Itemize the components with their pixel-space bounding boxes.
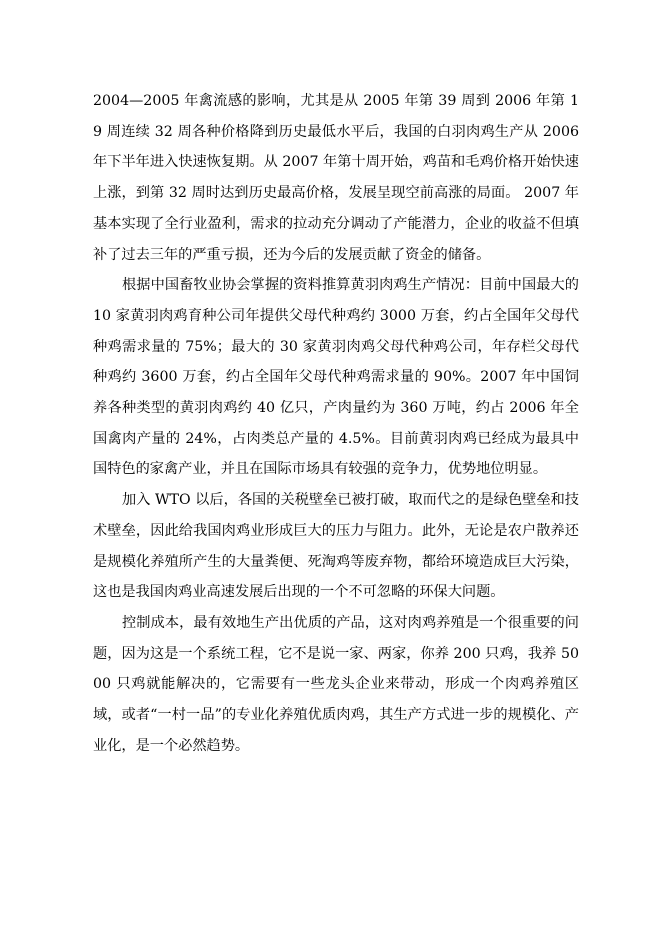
paragraph-cost-control: 控制成本，最有效地生产出优质的产品，这对肉鸡养殖是一个很重要的问题，因为这是一个系统工程，它不是说一家、两家，你养 200 只鸡，我养 5000 只鸡就能解决的，它需要有一些龙头企业来带动，形成一个肉鸡养殖区域，或者“一村一品”的专业化养殖优质肉鸡，其生产方式进一步的规模化、产业化，是一个必然趋势。 [93, 614, 579, 754]
paragraph-avian-flu-recovery: 2004—2005 年禽流感的影响，尤其是从 2005 年第 39 周到 2006 年第 19 周连续 32 周各种价格降到历史最低水平后，我国的白羽肉鸡生产从 2006 年下半年进入快速恢复期。从 2007 年第十周开始，鸡苗和毛鸡价格开始快速上涨，到第 32 周时达到历史最高价格，发展呈现空前高涨的局面。 2007 年基本实现了全行业盈利，需求的拉动充分调动了产能潜力，企业的收益不但填补了过去三年的严重亏损，还为今后的发展贡献了资金的储备。 [93, 93, 579, 263]
paragraph-yellow-feather-broiler: 根据中国畜牧业协会掌握的资料推算黄羽肉鸡生产情况：目前中国最大的 10 家黄羽肉鸡育种公司年提供父母代种鸡约 3000 万套，约占全国年父母代种鸡需求量的 75%；最大的 30 家黄羽肉鸡父母代种鸡公司，年存栏父母代种鸡约 3600 万套，约占全国年父母代种鸡需求量的 90%。2007 年中国饲养各种类型的黄羽肉鸡约 40 亿只，产肉量约为 360 万吨，约占 2006 年全国禽肉产量的 24%，占肉类总产量的 4.5%。目前黄羽肉鸡已经成为最具中国特色的家禽产业，并且在国际市场具有较强的竞争力，优势地位明显。 [93, 277, 579, 478]
paragraph-wto-barriers: 加入 WTO 以后，各国的关税壁垒已被打破，取而代之的是绿色壁垒和技术壁垒，因此给我国肉鸡业形成巨大的压力与阻力。此外，无论是农户散养还是规模化养殖所产生的大量粪便、死淘鸡等废弃物，都给环境造成巨大污染，这也是我国肉鸡业高速发展后出现的一个不可忽略的环保大问题。 [93, 492, 579, 601]
document-body [93, 86, 579, 761]
